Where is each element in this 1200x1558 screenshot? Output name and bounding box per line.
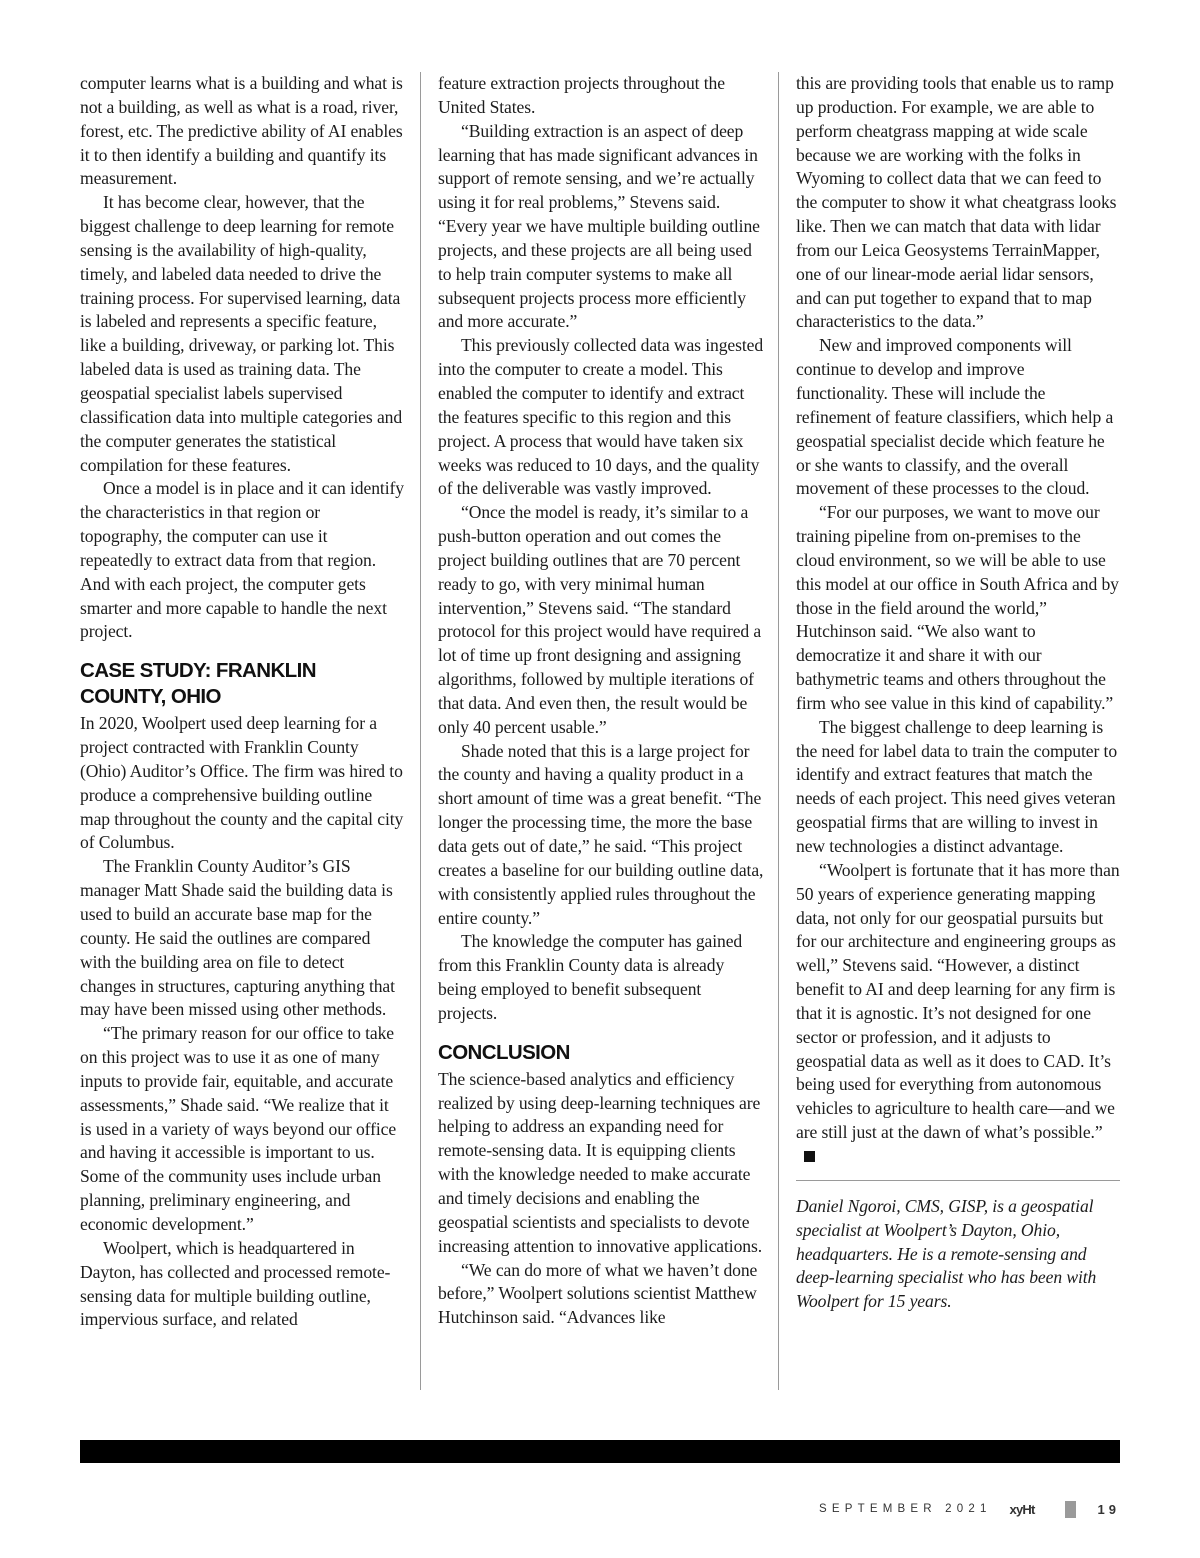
footer-box-icon xyxy=(1065,1501,1076,1518)
footer-bar xyxy=(80,1440,1120,1463)
bio-divider xyxy=(796,1180,1120,1181)
paragraph: “The primary reason for our office to take on this project was to use it as one of many inputs to provide fair, equitable, and accurate assessments,” Shade said. “We realize that it is used in a variety of ways beyond our office and having it accessible is important to us. Some of the community uses include urban planning, preliminary engineering, and economic development.” xyxy=(80,1023,397,1234)
page-number: 19 xyxy=(1097,1501,1120,1517)
paragraph: The science-based analytics and efficiency realized by using deep-learning techniques are helping to address an expanding need for remote-sensing data. It is equipping clients with the knowledge needed to make accurate and timely decisions and enabling the geospatial scientists and specialists to devote increasing attention to innovative applications. xyxy=(438,1068,763,1256)
magazine-logo: xyHt xyxy=(1009,1501,1035,1517)
column-divider xyxy=(420,72,421,1390)
paragraph: feature extraction projects throughout the United States. xyxy=(438,73,725,117)
paragraph: It has become clear, however, that the biggest challenge to deep learning for remote sensing is the availability of high-quality, timely, and labeled data needed to drive the training process. For supervised learning, data is labeled and represents a specific feature, like a building, driveway, or parking lot. This labeled data is used as training data. The geospatial specialist labels supervised classification data into multiple categories and the computer generates the statistical compilation for these features. xyxy=(80,192,403,475)
issue-date: SEPTEMBER 2021 xyxy=(819,1503,992,1515)
paragraph: Woolpert, which is headquartered in Dayton, has collected and processed remote-sensing data for multiple building outline, impervious surface, and related xyxy=(80,1237,391,1330)
paragraph: In 2020, Woolpert used deep learning for a project contracted with Franklin County (Ohio) Auditor’s Office. The firm was hired to produce a comprehensive building outline map throughout the county and the capital city of Columbus. xyxy=(80,713,404,853)
article-column-3 xyxy=(796,72,1120,1314)
article-column-1 xyxy=(80,72,404,1332)
paragraph: Once a model is in place and it can identify the characteristics in that region or topography, the computer can use it repeatedly to extract data from that region. And with each project, the computer gets smarter and more capable to handle the next project. xyxy=(80,478,404,642)
paragraph: New and improved components will continue to develop and improve functionality. These will include the refinement of feature classifiers, which help a geospatial specialist decide which feature he or she wants to classify, and the overall movement of these processes to the cloud. xyxy=(796,335,1114,499)
paragraph: this are providing tools that enable us to ramp up production. For example, we are able to perform cheatgrass mapping at wide scale because we are working with the folks in Wyoming to collect data that we can feed to the computer to show it what cheatgrass looks like. Then we can match that data with lidar from our Leica Geosystems TerrainMapper, one of our linear-mode aerial lidar sensors, and can put together to expand that to map characteristics to the data.” xyxy=(796,73,1117,332)
paragraph: The biggest challenge to deep learning is the need for label data to train the computer to identify and extract features that match the needs of each project. This need gives veteran geospatial firms that are willing to invest in new technologies a distinct advantage. xyxy=(796,716,1118,856)
end-mark-icon xyxy=(804,1151,815,1162)
paragraph-final xyxy=(796,859,1120,1169)
paragraph: “Once the model is ready, it’s similar to a push-button operation and out comes the project building outlines that are 70 percent ready to go, with very minimal human intervention,” Stevens said. “The standard protocol for this project would have required a lot of time up front designing and assigning algorithms, followed by multiple iterations of that data. And even then, the result would be only 40 percent usable.” xyxy=(438,502,762,737)
page-footer xyxy=(819,1494,1120,1524)
paragraph: “Building extraction is an aspect of deep learning that has made significant advances in support of remote sensing, and we’re actually using it for real problems,” Stevens said. “Every year we have multiple building outline projects, and these projects are all being used to help train computer systems to make all subsequent projects process more efficiently and more accurate.” xyxy=(438,120,760,332)
paragraph: The Franklin County Auditor’s GIS manager Matt Shade said the building data is used to build an accurate base map for the county. He said the outlines are compared with the building area on file to detect changes in structures, capturing anything that may have been missed using other methods. xyxy=(80,856,395,1020)
paragraph-text: “Woolpert is fortunate that it has more than 50 years of experience generating mapping data, not only for our geospatial pursuits but for our architecture and engineering groups as well,” Stevens said. “However, a distinct benefit to AI and deep learning for any firm is that it is agnostic. It’s not designed for one sector or profession, and it adjusts to geospatial data as well as it does to CAD. It’s being used for everything from autonomous vehicles to agriculture to health care—and we are still just at the dawn of what’s possible.” xyxy=(796,859,1120,1143)
column-divider xyxy=(778,72,779,1390)
author-bio: Daniel Ngoroi, CMS, GISP, is a geospatial specialist at Woolpert’s Dayton, Ohio, headquarters. He is a remote-sensing and deep-learning specialist who has been with Woolpert for 15 years. xyxy=(796,1195,1097,1312)
article-column-2 xyxy=(438,72,764,1330)
section-heading-conclusion: CONCLUSION xyxy=(438,1040,570,1064)
paragraph: computer learns what is a building and what is not a building, as well as what is a road, river, forest, etc. The predictive ability of AI enables it to then identify a building and quantify its measurement. xyxy=(80,73,403,189)
paragraph: “For our purposes, we want to move our training pipeline from on-premises to the cloud environment, so we will be able to use this model at our office in South Africa and by those in the field around the world,” Hutchinson said. “We also want to democratize it and share it with our bathymetric teams and others throughout the firm who see value in this kind of capability.” xyxy=(796,502,1119,713)
section-heading-case-study: CASE STUDY: FRANKLIN COUNTY, OHIO xyxy=(80,659,316,709)
paragraph: “We can do more of what we haven’t done before,” Woolpert solutions scientist Matthew Hutchinson said. “Advances like xyxy=(438,1259,758,1328)
paragraph: This previously collected data was ingested into the computer to create a model. This enabled the computer to identify and extract the features specific to this region and this project. A process that would have taken six weeks was reduced to 10 days, and the quality of the deliverable was vastly improved. xyxy=(438,335,764,499)
paragraph: Shade noted that this is a large project for the county and having a quality product in a short amount of time was a great benefit. “The longer the processing time, the more the base data gets out of date,” he said. “This project creates a baseline for our building outline data, with consistently applied rules throughout the entire county.” xyxy=(438,740,764,928)
paragraph: The knowledge the computer has gained from this Franklin County data is already being employed to benefit subsequent projects. xyxy=(438,931,743,1023)
